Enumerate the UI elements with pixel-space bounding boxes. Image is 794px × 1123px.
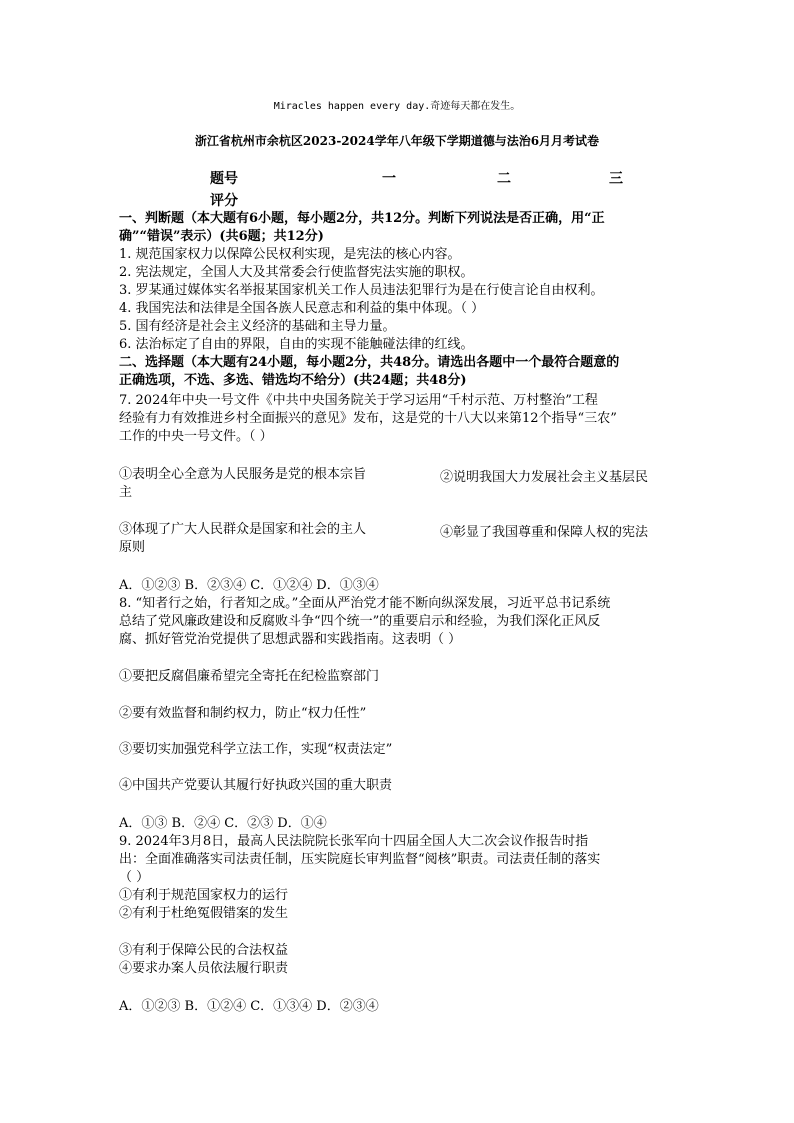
page-header-motto: Miracles happen every day.奇迹每天都在发生。	[273, 101, 521, 112]
score-table-col-1: 一	[382, 171, 396, 187]
question-8-option-2: ②要有效监督和制约权力，防止“权力任性”	[119, 706, 367, 721]
question-7-option-2: ②说明我国大力发展社会主义基层民	[440, 470, 649, 485]
question-7-option-4-cont: 原则	[119, 540, 146, 555]
exam-title: 浙江省杭州市余杭区2023-2024学年八年级下学期道德与法治6月月考试卷	[194, 134, 600, 148]
question-8-stem-cont: 腐、抓好管党治党提供了思想武器和实践指南。这表明（ ）	[119, 632, 462, 647]
score-table-col-3: 三	[609, 171, 623, 187]
judgment-item: 2. 宪法规定，全国人大及其常委会行使监督宪法实施的职权。	[119, 265, 474, 280]
question-8-option-1: ①要把反腐倡廉希望完全寄托在纪检监察部门	[119, 669, 380, 684]
section-2-heading-cont: 正确选项，不选、多选、错选均不给分）(共24题；共48分)	[119, 373, 467, 388]
judgment-item: 1. 规范国家权力以保障公民权利实现，是宪法的核心内容。	[119, 247, 461, 262]
judgment-item: 5. 国有经济是社会主义经济的基础和主导力量。	[119, 319, 396, 334]
question-9-answers: A．①②③ B．①②④ C．①③④ D．②③④	[119, 999, 379, 1014]
question-7-stem: 7. 2024年中央一号文件《中共中央国务院关于学习运用“千村示范、万村整治”工程	[119, 393, 598, 408]
question-9-stem-cont: 出：全面准确落实司法责任制，压实院庭长审判监督“阅核”职责。司法责任制的落实	[119, 852, 601, 867]
question-7-option-3: ③体现了广大人民群众是国家和社会的主人	[119, 522, 367, 537]
question-8-answers: A．①③ B．②④ C．②③ D．①④	[119, 816, 327, 831]
judgment-item: 4. 我国宪法和法律是全国各族人民意志和利益的集中体现。（ ）	[119, 301, 485, 316]
judgment-item: 6. 法治标定了自由的界限，自由的实现不能触碰法律的红线。	[119, 337, 474, 352]
score-table-row-label-score: 评分	[210, 193, 238, 209]
question-9-option-3: ③有利于保障公民的合法权益	[119, 943, 289, 958]
score-table-row-label-number: 题号	[210, 171, 238, 187]
question-8-stem-cont: 总结了党风廉政建设和反腐败斗争“四个统一”的重要启示和经验，为我们深化正风反	[119, 614, 601, 629]
section-2-heading: 二、选择题（本大题有24小题，每小题2分，共48分。请选出各题中一个最符合题意的	[119, 355, 620, 370]
section-1-heading: 一、判断题（本大题有6小题，每小题2分，共12分。判断下列说法是否正确，用“正	[119, 211, 605, 226]
score-table-col-2: 二	[497, 171, 511, 187]
question-9-option-4: ④要求办案人员依法履行职责	[119, 961, 289, 976]
question-7-option-2-cont: 主	[119, 485, 133, 500]
question-7-stem-cont: 工作的中央一号文件。（ ）	[119, 429, 273, 444]
section-1-heading-cont: 确”“错误”表示）(共6题；共12分)	[119, 229, 324, 244]
question-9-stem: 9. 2024年3月8日，最高人民法院院长张军向十四届全国人大二次会议作报告时指	[119, 834, 589, 849]
question-7-option-4: ④彰显了我国尊重和保障人权的宪法	[440, 525, 649, 540]
question-8-option-4: ④中国共产党要认其履行好执政兴国的重大职责	[119, 778, 393, 793]
question-9-stem-cont: （ ）	[119, 870, 150, 885]
question-9-option-2: ②有利于杜绝冤假错案的发生	[119, 906, 289, 921]
question-8-option-3: ③要切实加强党科学立法工作，实现“权责法定”	[119, 742, 393, 757]
question-7-answers: A．①②③ B．②③④ C．①②④ D．①③④	[119, 578, 379, 593]
question-9-option-1: ①有利于规范国家权力的运行	[119, 888, 289, 903]
question-8-stem: 8. “知者行之始，行者知之成。”全面从严治党才能不断向纵深发展，习近平总书记系统	[119, 596, 611, 611]
judgment-item: 3. 罗某通过媒体实名举报某国家机关工作人员违法犯罪行为是在行使言论自由权利。	[119, 283, 604, 298]
question-7-stem-cont: 经验有力有效推进乡村全面振兴的意见》发布，这是党的十八大以来第12个指导“三农”	[119, 411, 617, 426]
question-7-option-1: ①表明全心全意为人民服务是党的根本宗旨	[119, 467, 367, 482]
